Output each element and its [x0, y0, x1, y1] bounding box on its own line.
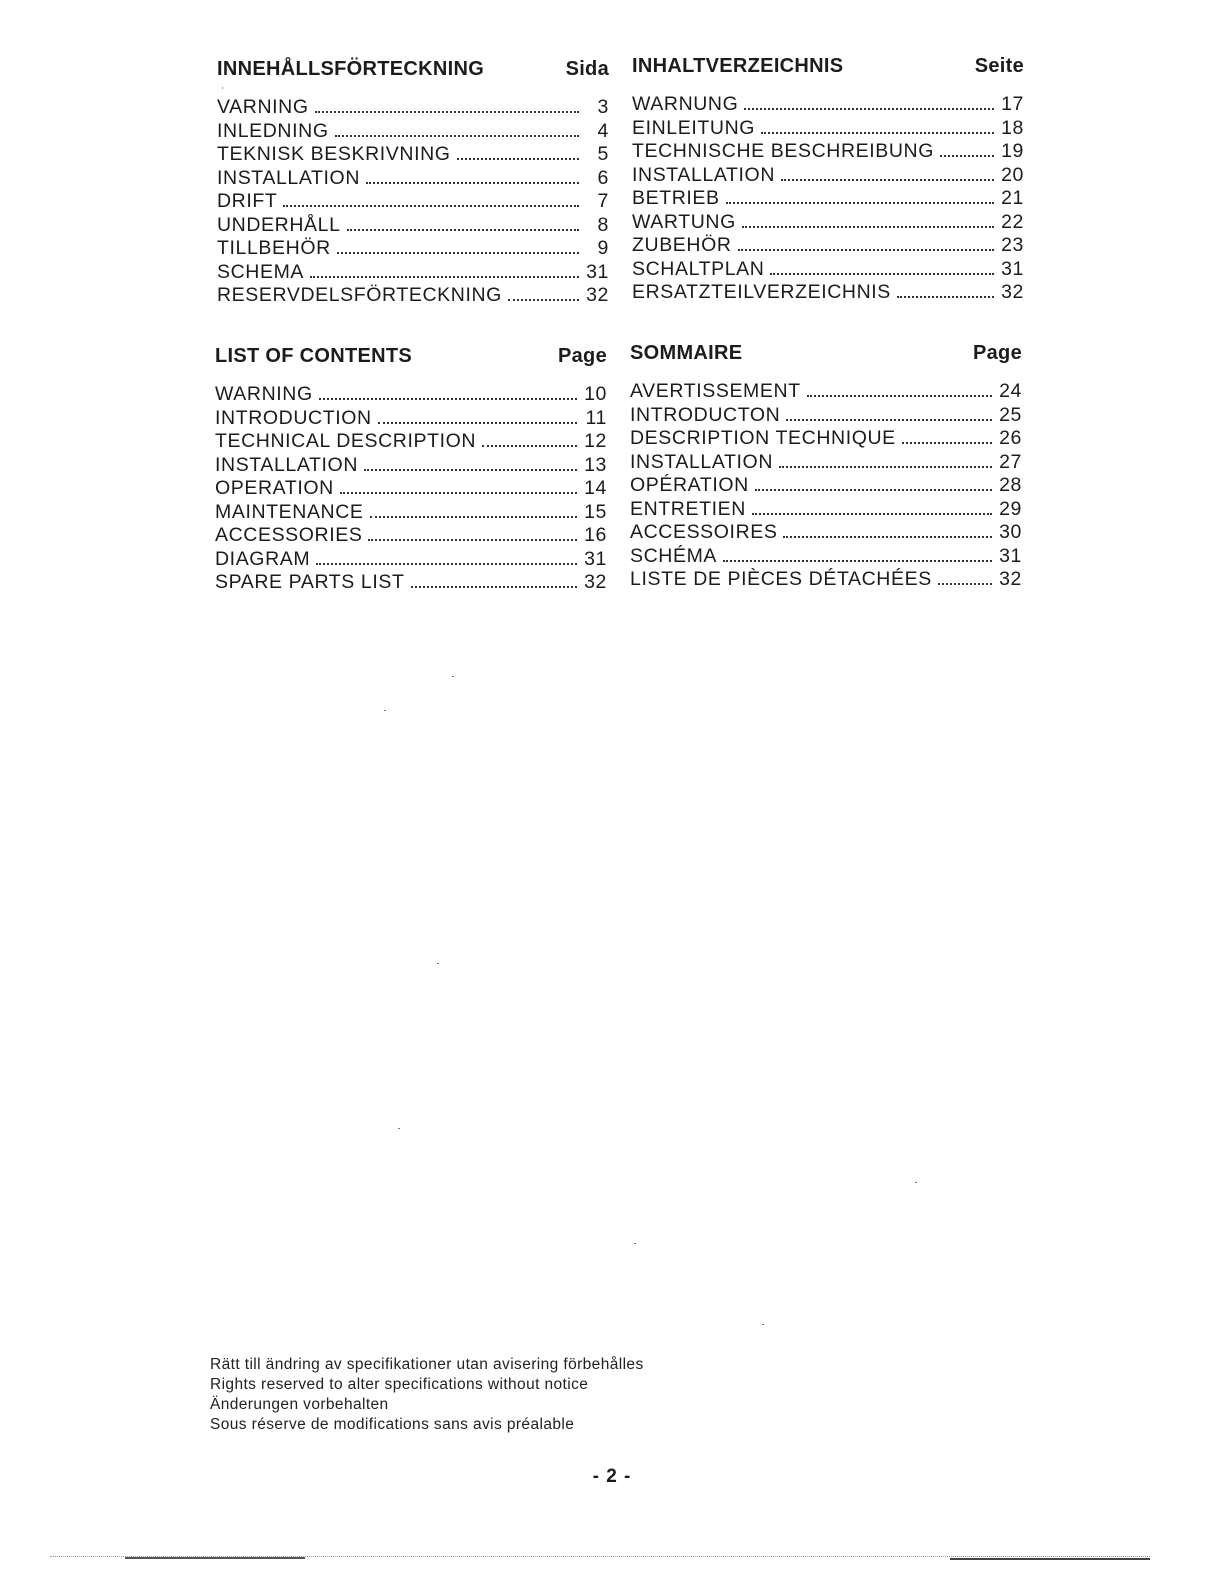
page-column-label: Page	[972, 342, 1022, 364]
toc-entry-title: RESERVDELSFÖRTECKNING	[217, 284, 502, 306]
dot-leader	[770, 272, 994, 275]
toc-entry-title: WARNING	[215, 383, 313, 405]
scan-speck	[762, 1324, 764, 1325]
dot-leader	[902, 441, 992, 444]
toc-entry	[217, 284, 609, 308]
toc-entry	[215, 477, 607, 501]
toc-entry-title: ZUBEHÖR	[632, 234, 732, 256]
toc-german	[632, 55, 1024, 305]
toc-entry	[630, 427, 1022, 451]
toc-entry-title: INSTALLATION	[632, 163, 776, 186]
toc-entry-title: TECHNICAL DESCRIPTION	[215, 430, 477, 452]
dot-leader	[378, 421, 577, 424]
toc-entry-page: 19	[1001, 140, 1024, 162]
dot-leader	[366, 181, 579, 184]
toc-entry-page: 31	[1001, 257, 1024, 280]
toc-entry	[217, 167, 609, 191]
toc-entry-title: DRIFT	[217, 190, 278, 212]
toc-entry-page: 32	[1001, 281, 1024, 303]
toc-entries	[215, 383, 607, 595]
toc-entry-title: ACCESSOIRES	[630, 521, 778, 543]
toc-entry-page: 14	[584, 477, 607, 499]
dot-leader	[370, 515, 577, 518]
scan-speck	[915, 1182, 917, 1183]
dot-leader	[337, 251, 579, 254]
dot-leader	[940, 154, 994, 157]
page-number: - 2 -	[592, 1466, 632, 1487]
notice-line-swedish: Rätt till ändring av specifikationer utan avisering förbehålles	[210, 1356, 644, 1373]
scan-edge-segment	[125, 1557, 305, 1559]
toc-entry	[217, 261, 609, 285]
toc-entry	[217, 190, 609, 214]
toc-entry	[215, 430, 607, 454]
toc-entry-title: EINLEITUNG	[632, 116, 756, 139]
toc-entry-title: OPÉRATION	[630, 474, 749, 496]
toc-entry	[215, 548, 607, 572]
dot-leader	[786, 418, 992, 421]
toc-entry-title: TILLBEHÖR	[217, 237, 331, 259]
toc-french	[630, 342, 1022, 592]
toc-entry-title: INSTALLATION	[630, 450, 774, 473]
scan-speck	[384, 710, 386, 711]
scan-edge-segment	[950, 1558, 1150, 1560]
toc-entry-page: 26	[999, 427, 1022, 449]
toc-entry	[630, 404, 1022, 428]
toc-entry	[630, 380, 1022, 404]
toc-entry	[215, 383, 607, 407]
toc-entry-page: 8	[597, 213, 609, 236]
toc-header	[215, 345, 607, 375]
toc-entry-title: DESCRIPTION TECHNIQUE	[630, 427, 896, 449]
scan-edge-line	[50, 1556, 1150, 1561]
toc-entry-title: ACCESSORIES	[215, 524, 363, 546]
dot-leader	[310, 275, 579, 278]
dot-leader	[283, 204, 579, 207]
toc-entry	[630, 521, 1022, 545]
toc-entry-page: 31	[584, 547, 607, 570]
scan-speck	[634, 1243, 636, 1244]
dot-leader	[726, 201, 994, 204]
dot-leader	[316, 562, 577, 565]
toc-entry-page: 4	[597, 119, 609, 142]
toc-entry	[215, 501, 607, 525]
toc-title: SOMMAIRE	[630, 342, 743, 364]
toc-entry	[217, 96, 609, 120]
toc-entry	[632, 211, 1024, 235]
toc-entry-page: 21	[1001, 187, 1024, 209]
toc-entry-page: 13	[584, 453, 607, 476]
toc-entry-title: SCHÉMA	[630, 544, 718, 567]
toc-entry-page: 27	[999, 450, 1022, 473]
toc-title: INNEHÅLLSFÖRTECKNING	[217, 58, 485, 80]
toc-title: INHALTVERZEICHNIS	[632, 55, 844, 77]
toc-entry-title: ENTRETIEN	[630, 497, 746, 520]
dot-leader	[779, 465, 992, 468]
toc-entry-page: 32	[584, 571, 607, 593]
dot-leader	[755, 488, 992, 491]
toc-entry-title: WARTUNG	[632, 210, 736, 233]
toc-entry-title: WARNUNG	[632, 93, 739, 115]
toc-title: LIST OF CONTENTS	[215, 345, 413, 367]
toc-entry-page: 28	[999, 474, 1022, 496]
toc-entry	[632, 234, 1024, 258]
notice-line-english: Rights reserved to alter specifications without notice	[210, 1376, 589, 1393]
toc-entry-page: 7	[597, 190, 609, 212]
dot-leader	[761, 131, 994, 134]
toc-entry-page: 5	[597, 143, 609, 165]
toc-header	[632, 55, 1024, 85]
toc-header	[630, 342, 1022, 372]
toc-entry-title: SCHALTPLAN	[632, 257, 765, 280]
notice-line-french: Sous réserve de modifications sans avis préalable	[210, 1416, 575, 1433]
dot-leader	[738, 248, 994, 251]
dot-leader	[364, 468, 577, 471]
scan-speck	[452, 676, 454, 677]
dot-leader	[744, 107, 994, 110]
toc-entry-page: 6	[597, 166, 609, 189]
toc-entry	[215, 407, 607, 431]
toc-entry	[217, 120, 609, 144]
toc-entries	[217, 96, 609, 308]
toc-entry-title: INSTALLATION	[215, 453, 359, 476]
toc-entry	[215, 524, 607, 548]
toc-entry-title: BETRIEB	[632, 187, 720, 209]
dot-leader	[897, 295, 994, 298]
toc-entry	[632, 187, 1024, 211]
toc-entry-page: 32	[999, 568, 1022, 590]
toc-entry	[632, 281, 1024, 305]
scan-speck	[398, 1128, 400, 1129]
page-column-label: Page	[557, 345, 607, 367]
toc-entry-title: VARNING	[217, 96, 309, 118]
toc-english	[215, 345, 607, 595]
page-column-label: Sida	[565, 58, 609, 80]
dot-leader	[319, 397, 577, 400]
toc-entry-title: UNDERHÅLL	[217, 213, 341, 236]
toc-swedish	[217, 58, 609, 308]
toc-entry-page: 32	[586, 284, 609, 306]
dot-leader	[457, 157, 579, 160]
toc-entry-title: INTRODUCTION	[215, 406, 372, 429]
toc-entry-page: 23	[1001, 234, 1024, 256]
dot-leader	[742, 225, 994, 228]
toc-entry-title: INSTALLATION	[217, 166, 361, 189]
toc-entries	[630, 380, 1022, 592]
toc-entry-page: 29	[999, 497, 1022, 520]
toc-entry-page: 9	[597, 237, 609, 259]
dot-leader	[783, 535, 992, 538]
toc-entry-page: 22	[1001, 210, 1024, 233]
toc-entry-page: 15	[584, 500, 607, 523]
toc-entry-page: 31	[586, 260, 609, 283]
dot-leader	[368, 538, 577, 541]
toc-entry-page: 10	[584, 383, 607, 405]
dot-leader	[347, 228, 579, 231]
dot-leader	[781, 178, 994, 181]
toc-entry	[630, 498, 1022, 522]
dot-leader	[752, 512, 992, 515]
toc-entry-page: 17	[1001, 93, 1024, 115]
toc-entry-page: 11	[585, 406, 607, 429]
dot-leader	[508, 298, 579, 301]
dot-leader	[723, 559, 992, 562]
toc-entry-title: SCHEMA	[217, 260, 305, 283]
toc-entry	[632, 140, 1024, 164]
dot-leader	[807, 394, 992, 397]
toc-header	[217, 58, 609, 88]
scan-speck	[437, 963, 439, 964]
notice-line-german: Änderungen vorbehalten	[210, 1396, 389, 1413]
toc-entry	[632, 164, 1024, 188]
toc-entry-title: MAINTENANCE	[215, 500, 364, 523]
toc-entry-title: OPERATION	[215, 477, 334, 499]
toc-entry-page: 16	[584, 524, 607, 546]
toc-entry-title: ERSATZTEILVERZEICHNIS	[632, 281, 891, 303]
toc-entry	[217, 214, 609, 238]
toc-entry	[632, 117, 1024, 141]
toc-entry	[630, 474, 1022, 498]
toc-entry	[630, 451, 1022, 475]
toc-entry-title: TECHNISCHE BESCHREIBUNG	[632, 140, 935, 162]
toc-entry-page: 12	[584, 430, 607, 452]
dot-leader	[315, 110, 579, 113]
scan-speck: ˙	[221, 85, 225, 99]
toc-entry-title: LISTE DE PIÈCES DÉTACHÉES	[630, 568, 932, 590]
toc-entry-page: 24	[999, 380, 1022, 402]
dot-leader	[482, 444, 577, 447]
toc-entry-page: 3	[597, 96, 609, 118]
toc-entry	[632, 93, 1024, 117]
dot-leader	[411, 585, 578, 588]
toc-entry-page: 31	[999, 544, 1022, 567]
toc-entry	[215, 571, 607, 595]
toc-entry	[632, 258, 1024, 282]
toc-entry-title: AVERTISSEMENT	[630, 380, 801, 402]
toc-entry-title: TEKNISK BESKRIVNING	[217, 143, 451, 165]
specification-notice	[210, 1355, 644, 1435]
dot-leader	[335, 134, 579, 137]
toc-entry-title: INLEDNING	[217, 119, 329, 142]
toc-entry	[217, 237, 609, 261]
toc-entry-page: 18	[1001, 116, 1024, 139]
toc-entry-page: 25	[999, 403, 1022, 426]
toc-entry-page: 20	[1001, 163, 1024, 186]
toc-entry-page: 30	[999, 521, 1022, 543]
dot-leader	[938, 582, 992, 585]
toc-entry-title: SPARE PARTS LIST	[215, 571, 405, 593]
toc-entry-title: DIAGRAM	[215, 547, 311, 570]
toc-entry	[630, 545, 1022, 569]
toc-entry-title: INTRODUCTON	[630, 403, 781, 426]
toc-entries	[632, 93, 1024, 305]
dot-leader	[340, 491, 577, 494]
page-column-label: Seite	[974, 55, 1024, 77]
toc-entry	[630, 568, 1022, 592]
toc-entry	[217, 143, 609, 167]
toc-entry	[215, 454, 607, 478]
